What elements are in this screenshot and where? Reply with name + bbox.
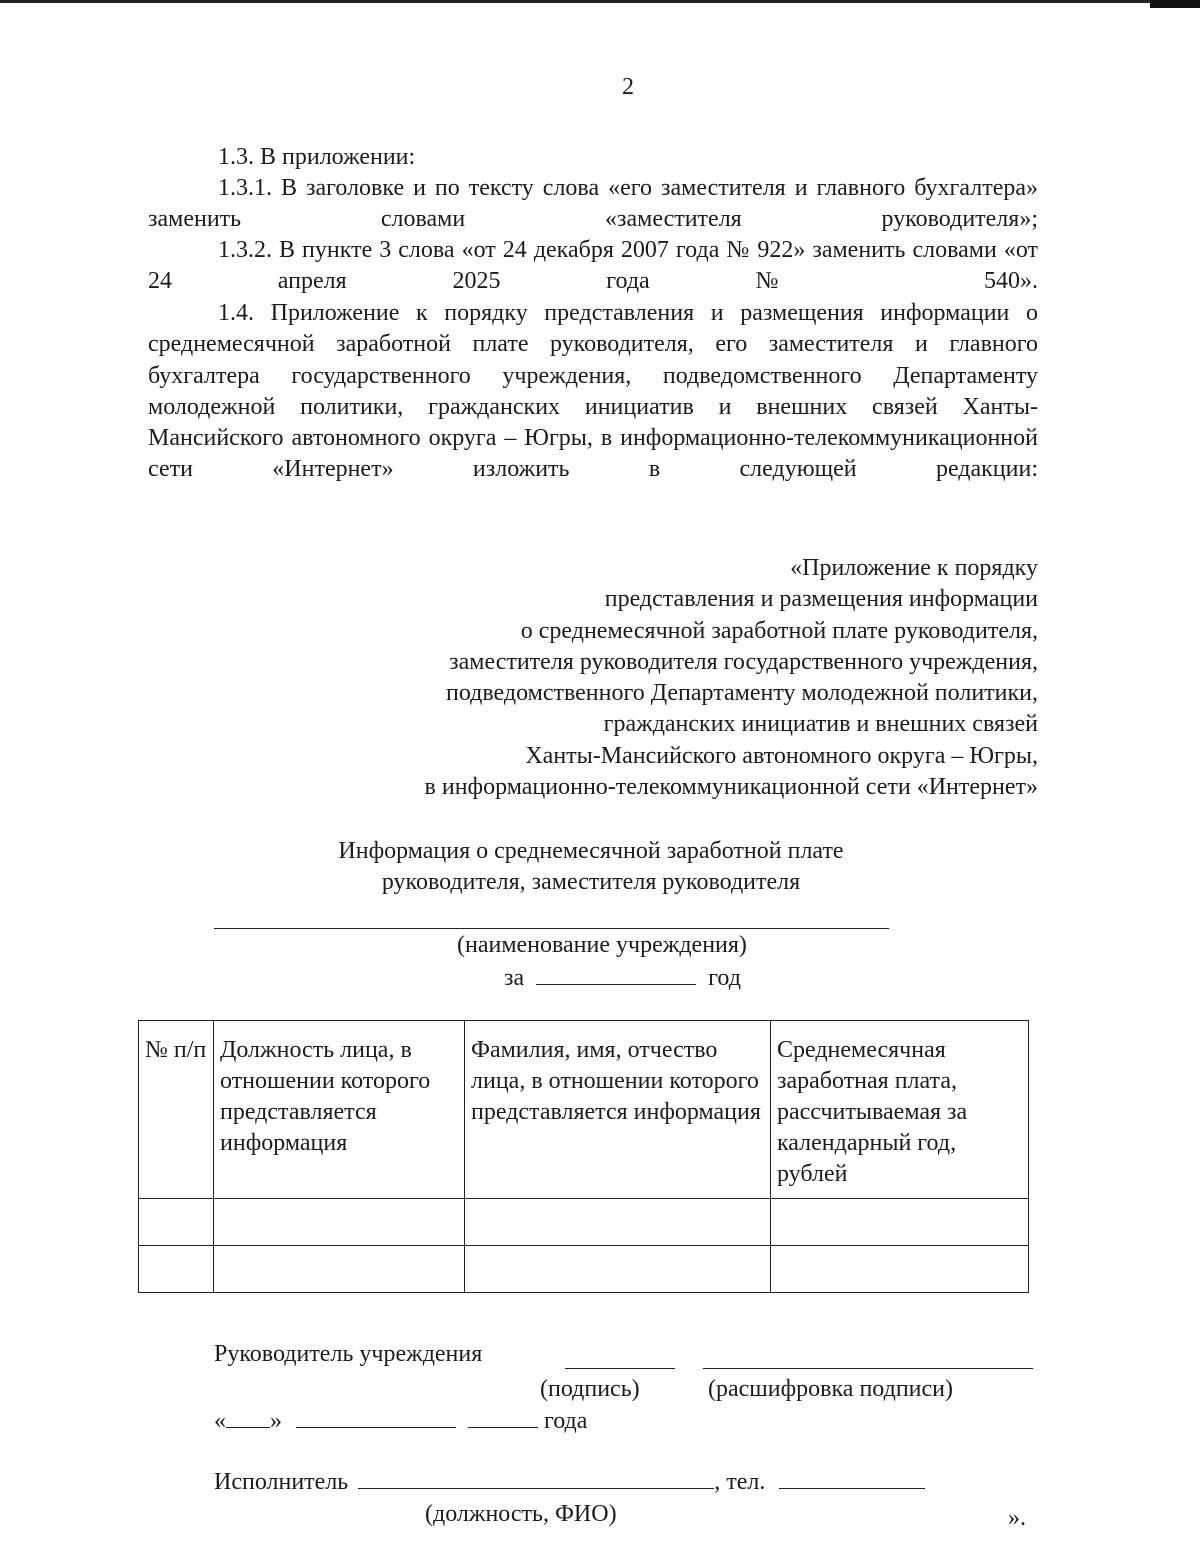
approval-line: «Приложение к порядку (790, 555, 1038, 581)
table-header-salary: Среднемесячная заработная плата, рассчитываемая за календарный год, рублей (771, 1021, 1029, 1199)
executor-blank (358, 1466, 714, 1489)
head-of-institution-label: Руководитель учреждения (214, 1341, 483, 1367)
phone-blank (779, 1466, 925, 1489)
signature-decode-blank-line (703, 1368, 1033, 1369)
approval-line: представления и размещения информации (604, 586, 1038, 613)
signature-blank-line (565, 1368, 675, 1369)
form-title-line: Информация о среднемесячной заработной плате (338, 838, 844, 864)
approval-line: о среднемесячной заработной плате руководителя, (520, 617, 1038, 644)
table-header-number: № п/п (139, 1021, 214, 1199)
date-close-quote: » (270, 1408, 282, 1434)
executor-label: Исполнитель (214, 1469, 349, 1495)
table-cell (139, 1246, 214, 1293)
salary-info-table (138, 1020, 1029, 1293)
month-blank (296, 1405, 456, 1428)
approval-line: подведомственного Департаменту молодежной политики, (445, 680, 1038, 707)
date-row (214, 1405, 587, 1437)
table-row (139, 1199, 1029, 1246)
approval-line: Ханты-Мансийского автономного округа – Югры, (525, 742, 1038, 769)
signature-decode-caption: (расшифровка подписи) (708, 1376, 953, 1402)
year-prefix: за (504, 965, 525, 991)
form-title-line: руководителя, заместителя руководителя (381, 869, 801, 896)
paragraph-1-4: 1.4. Приложение к порядку представления и размещения информации о среднемесячной заработной плате руководителя, его заместителя и главного бухгалтера государственного учреждения, подведомственного Департаменту молодежной политики, гражданских инициатив и внешних связей Ханты-Мансийского автономного округа – Югры, в информационно-телекоммуникационной сети «Интернет» изложить в следующей редакции: (148, 300, 1038, 483)
approval-line: в информационно-телекоммуникационной сети «Интернет» (424, 774, 1038, 801)
table-cell (465, 1199, 771, 1246)
table-cell (139, 1199, 214, 1246)
scan-edge-corner (1150, 0, 1200, 8)
paragraph-1-3-1: 1.3.1. В заголовке и по тексту слова «его заместителя и главного бухгалтера» заменить словами «заместителя руководителя»; (148, 175, 1038, 233)
closing-mark: ». (1008, 1505, 1026, 1531)
table-header-row (139, 1021, 1029, 1199)
day-blank (226, 1405, 270, 1428)
org-name-caption: (наименование учреждения) (457, 932, 747, 958)
year-row (504, 962, 741, 994)
approval-line: заместителя руководителя государственного учреждения, (449, 648, 1038, 675)
executor-caption: (должность, ФИО) (425, 1501, 617, 1527)
table-header-position: Должность лица, в отношении которого представляется информация (214, 1021, 465, 1199)
phone-label: , тел. (714, 1469, 766, 1495)
paragraph-1-3: 1.3. В приложении: (218, 144, 416, 170)
table-cell (465, 1246, 771, 1293)
executor-row (214, 1466, 925, 1498)
table-cell (214, 1246, 465, 1293)
year-suffix: год (708, 965, 741, 991)
page-number: 2 (622, 74, 634, 100)
date-open-quote: « (214, 1408, 226, 1434)
signature-caption: (подпись) (540, 1376, 640, 1402)
year-blank (536, 962, 696, 985)
table-cell (771, 1199, 1029, 1246)
table-row (139, 1246, 1029, 1293)
year-word: года (544, 1408, 588, 1434)
approval-line: гражданских инициатив и внешних связей (603, 711, 1038, 738)
scan-edge-line (0, 0, 1200, 3)
org-name-blank-line (214, 928, 889, 929)
year-blank-short (468, 1405, 538, 1428)
form-title (148, 836, 1034, 899)
table-cell (771, 1246, 1029, 1293)
table-cell (214, 1199, 465, 1246)
table-header-full-name: Фамилия, имя, отчество лица, в отношении которого представляется информация (465, 1021, 771, 1199)
paragraph-1-3-2: 1.3.2. В пункте 3 слова «от 24 декабря 2007 года № 922» заменить словами «от 24 апреля 2025 года № 540». (148, 237, 1038, 295)
appendix-approval-block (318, 553, 1038, 803)
